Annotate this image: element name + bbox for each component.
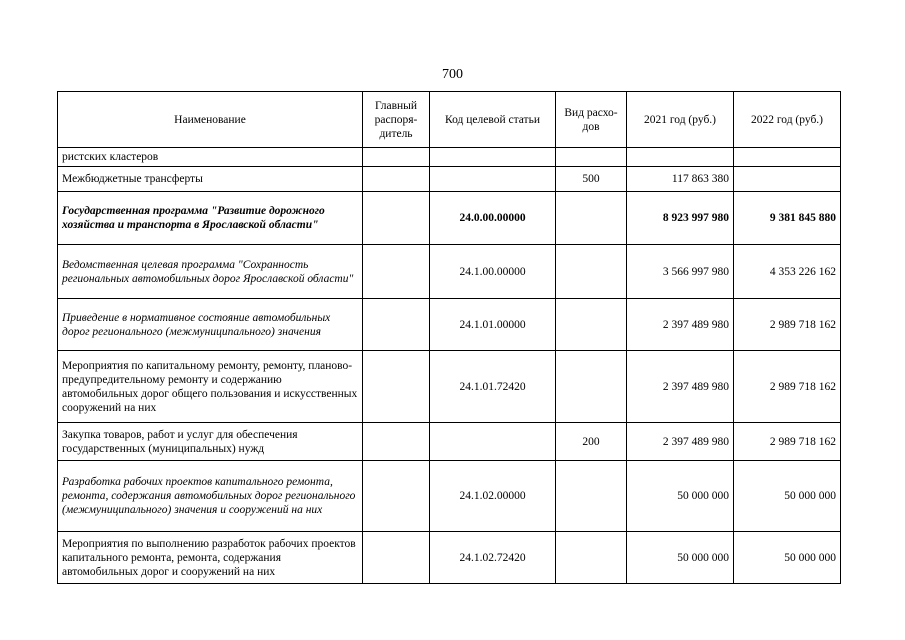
cell-type [556, 192, 627, 245]
cell-name: Мероприятия по выполнению разработок рабочих проектов капитального ремонта, ремонта, содержания автомобильных дорог и сооружений на них [58, 532, 363, 584]
cell-2021: 3 566 997 980 [627, 245, 734, 299]
budget-table [57, 91, 841, 584]
header-name: Наименование [58, 92, 363, 148]
header-2022: 2022 год (руб.) [734, 92, 841, 148]
cell-2022 [734, 167, 841, 192]
cell-code: 24.1.01.00000 [430, 299, 556, 351]
table-row [58, 461, 841, 532]
cell-type [556, 148, 627, 167]
table-row [58, 192, 841, 245]
cell-2021: 2 397 489 980 [627, 351, 734, 423]
cell-2022: 9 381 845 880 [734, 192, 841, 245]
cell-manager [363, 423, 430, 461]
cell-2022: 2 989 718 162 [734, 423, 841, 461]
cell-2022: 50 000 000 [734, 532, 841, 584]
table-row [58, 148, 841, 167]
cell-manager [363, 148, 430, 167]
table-row [58, 423, 841, 461]
cell-2022: 4 353 226 162 [734, 245, 841, 299]
cell-2021: 117 863 380 [627, 167, 734, 192]
cell-name: Мероприятия по капитальному ремонту, ремонту, планово-предупредительному ремонту и содержанию автомобильных дорог общего пользования и искусственных сооружений на них [58, 351, 363, 423]
cell-type [556, 245, 627, 299]
cell-manager [363, 532, 430, 584]
cell-type [556, 532, 627, 584]
header-manager: Главный распоря-дитель [363, 92, 430, 148]
cell-name: Приведение в нормативное состояние автомобильных дорог регионального (межмуниципального) значения [58, 299, 363, 351]
cell-name: Разработка рабочих проектов капитального ремонта, ремонта, содержания автомобильных дорог регионального (межмуниципального) значения и сооружений на них [58, 461, 363, 532]
cell-2022 [734, 148, 841, 167]
header-code: Код целевой статьи [430, 92, 556, 148]
cell-manager [363, 245, 430, 299]
table-row [58, 299, 841, 351]
table-row [58, 532, 841, 584]
cell-code [430, 148, 556, 167]
cell-name: Государственная программа "Развитие дорожного хозяйства и транспорта в Ярославской области" [58, 192, 363, 245]
cell-code: 24.1.02.72420 [430, 532, 556, 584]
cell-code: 24.1.00.00000 [430, 245, 556, 299]
cell-name: Ведомственная целевая программа "Сохранность региональных автомобильных дорог Ярославской области" [58, 245, 363, 299]
cell-2022: 2 989 718 162 [734, 299, 841, 351]
cell-name: Межбюджетные трансферты [58, 167, 363, 192]
cell-code [430, 423, 556, 461]
cell-manager [363, 351, 430, 423]
cell-2022: 50 000 000 [734, 461, 841, 532]
table-row [58, 167, 841, 192]
cell-type [556, 299, 627, 351]
cell-name: Закупка товаров, работ и услуг для обеспечения государственных (муниципальных) нужд [58, 423, 363, 461]
cell-2021: 2 397 489 980 [627, 299, 734, 351]
table-body [58, 148, 841, 584]
cell-code: 24.1.02.00000 [430, 461, 556, 532]
cell-manager [363, 299, 430, 351]
cell-code [430, 167, 556, 192]
header-type: Вид расхо-дов [556, 92, 627, 148]
cell-2021: 8 923 997 980 [627, 192, 734, 245]
cell-2021: 50 000 000 [627, 532, 734, 584]
cell-2021 [627, 148, 734, 167]
cell-manager [363, 167, 430, 192]
cell-code: 24.0.00.00000 [430, 192, 556, 245]
cell-code: 24.1.01.72420 [430, 351, 556, 423]
cell-name: ристских кластеров [58, 148, 363, 167]
cell-type [556, 461, 627, 532]
cell-manager [363, 192, 430, 245]
page-number: 700 [442, 67, 463, 82]
cell-2022: 2 989 718 162 [734, 351, 841, 423]
table-row [58, 351, 841, 423]
header-2021: 2021 год (руб.) [627, 92, 734, 148]
table-row [58, 245, 841, 299]
cell-manager [363, 461, 430, 532]
cell-type: 200 [556, 423, 627, 461]
cell-type [556, 351, 627, 423]
cell-2021: 2 397 489 980 [627, 423, 734, 461]
cell-2021: 50 000 000 [627, 461, 734, 532]
cell-type: 500 [556, 167, 627, 192]
